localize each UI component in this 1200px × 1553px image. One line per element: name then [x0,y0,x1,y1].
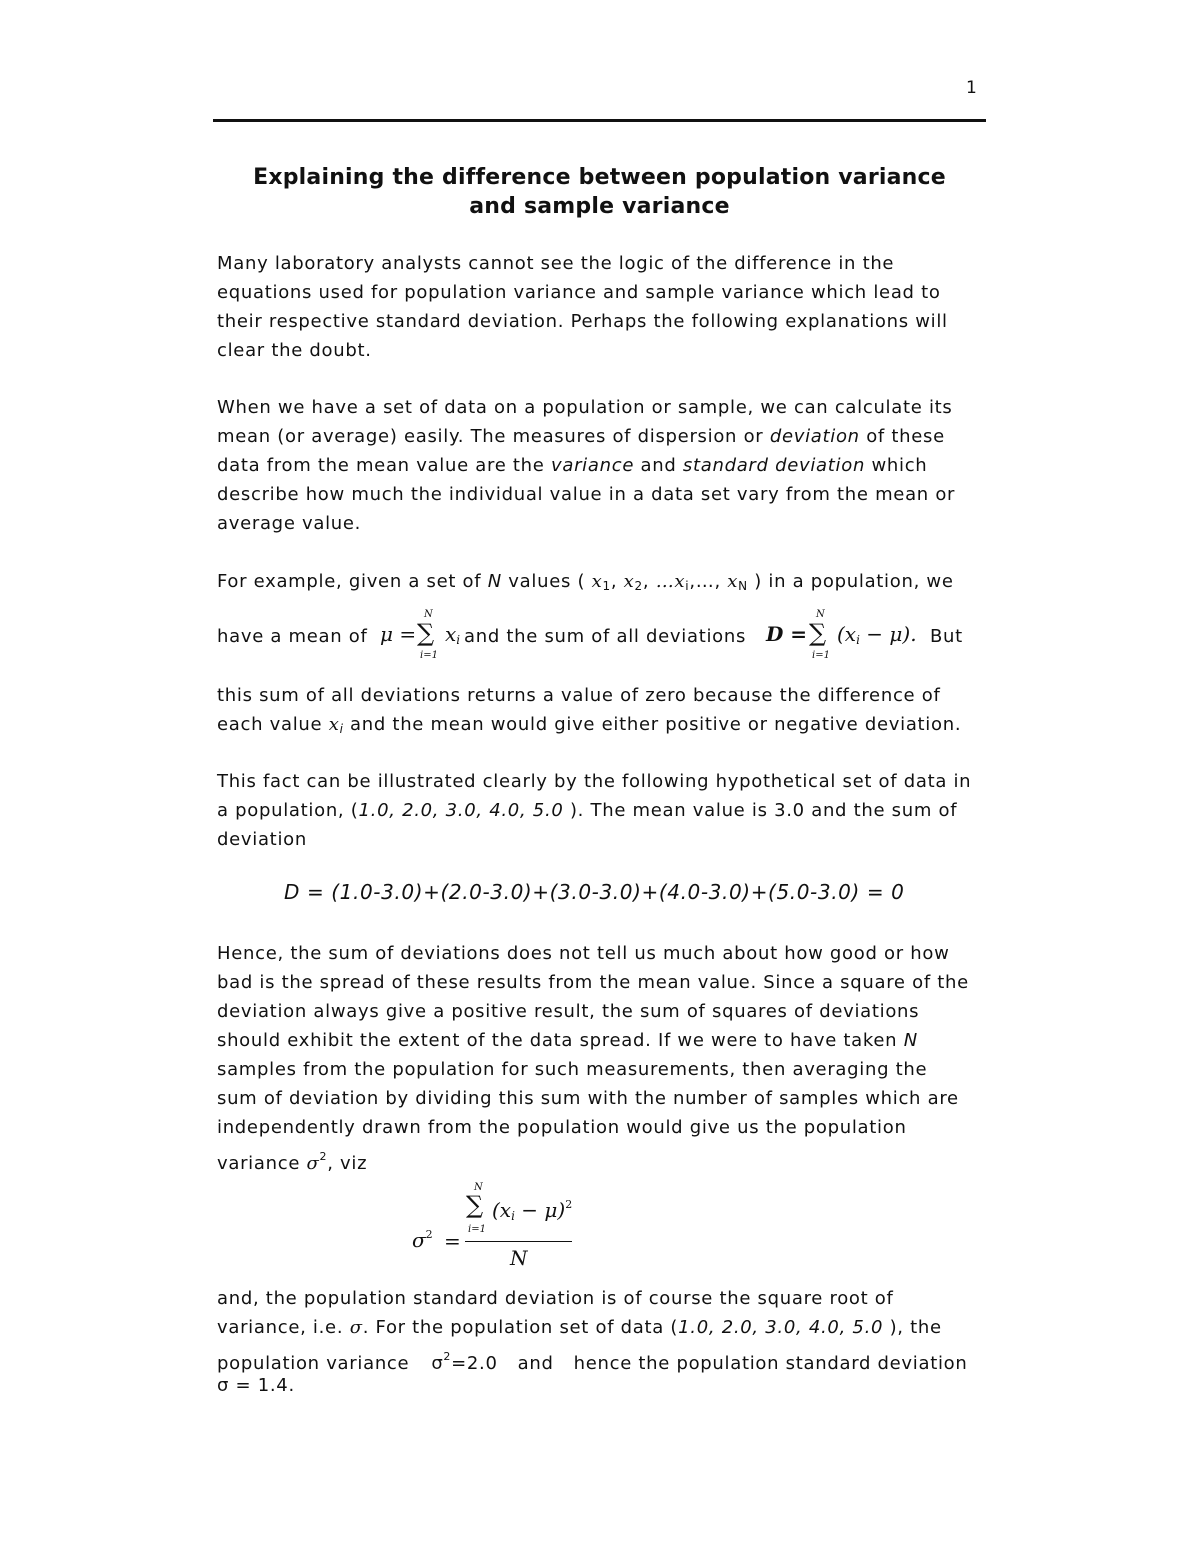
text-line: samples from the population for such measurements, then averaging the [217,1059,928,1080]
term-deviation: deviation [769,426,860,447]
text-line: variance $\sigma^2$, viz [217,1150,368,1174]
text-line: bad is the spread of these results from the mean value. Since a square of the [217,972,969,993]
text-line: should exhibit the extent of the data spread. If we were to have taken N [217,1030,918,1051]
text-line: deviation [217,829,307,850]
paragraph-illustration [217,767,987,854]
text-line: population variance $\sigma^2=2.0$ and hence the population standard deviation [217,1350,968,1374]
text-line: This fact can be illustrated clearly by the following hypothetical set of data in [217,771,972,792]
text-line: σ = 1.4. [217,1375,295,1396]
equation-sum-deviation: D = (1.0-3.0)+(2.0-3.0)+(3.0-3.0)+(4.0-3.0)+(5.0-3.0) = 0 [284,880,905,904]
text-line: each value $x_i$ and the mean would give either positive or negative deviation. [217,714,962,736]
paragraph-dispersion [217,393,987,538]
text-line-example: For example, given a set of N values ( $x_1$, $x_2$, $\dots x_i,\dots$, $x_N$ ) in a population, we [217,571,954,593]
text-line: deviation always give a positive result, the sum of squares of deviations [217,1001,920,1022]
paragraph-zero-sum [217,681,987,739]
term-standard-deviation: standard deviation [682,455,866,476]
deviation-sum-formula: D = N ∑ i=1 $(x_i - \mu)$. [766,609,917,661]
text-line: sum of deviation by dividing this sum with the number of samples which are [217,1088,959,1109]
text-line: this sum of all deviations returns a value of zero because the difference of [217,685,941,706]
text-sum-of-deviations: and the sum of all deviations [464,626,747,647]
text-line: mean (or average) easily. The measures of dispersion or deviation of these [217,426,945,447]
text-have-a-mean: have a mean of [217,626,368,647]
text-line: their respective standard deviation. Perhaps the following explanations will [217,311,948,332]
text-line: Many laboratory analysts cannot see the logic of the difference in the [217,253,895,274]
text-line: data from the mean value are the variance and standard deviation which [217,455,928,476]
text-line: variance, i.e. σ. For the population set of data (1.0, 2.0, 3.0, 4.0, 5.0 ), the [217,1317,942,1338]
text-line: When we have a set of data on a population or sample, we can calculate its [217,397,953,418]
text-but: But [930,626,963,647]
population-variance-formula: $\sigma^2$ = N ∑ i=1 $(x_i - \mu)^2$ N [412,1182,573,1270]
text-line: average value. [217,513,362,534]
text-line: clear the doubt. [217,340,372,361]
mean-formula: μ = N ∑ i=1 $x_i$ [380,609,461,661]
paragraph-intro [217,249,987,365]
paragraph-std-deviation [217,1284,987,1400]
paragraph-squares [217,939,987,1174]
text-line: a population, (1.0, 2.0, 3.0, 4.0, 5.0 ). The mean value is 3.0 and the sum of [217,800,958,821]
document-title [213,163,986,221]
text-line: Hence, the sum of deviations does not tell us much about how good or how [217,943,950,964]
fraction-bar [465,1241,572,1242]
text-line: independently drawn from the population would give us the population [217,1117,907,1138]
page-number: 1 [966,78,977,98]
title-line-2: and sample variance [469,194,730,219]
header-rule [213,119,986,122]
text-line: describe how much the individual value in a data set vary from the mean or [217,484,956,505]
term-variance: variance [551,455,635,476]
title-line-1: Explaining the difference between population variance [253,165,946,190]
text-line: equations used for population variance and sample variance which lead to [217,282,941,303]
text-line: and, the population standard deviation is of course the square root of [217,1288,894,1309]
